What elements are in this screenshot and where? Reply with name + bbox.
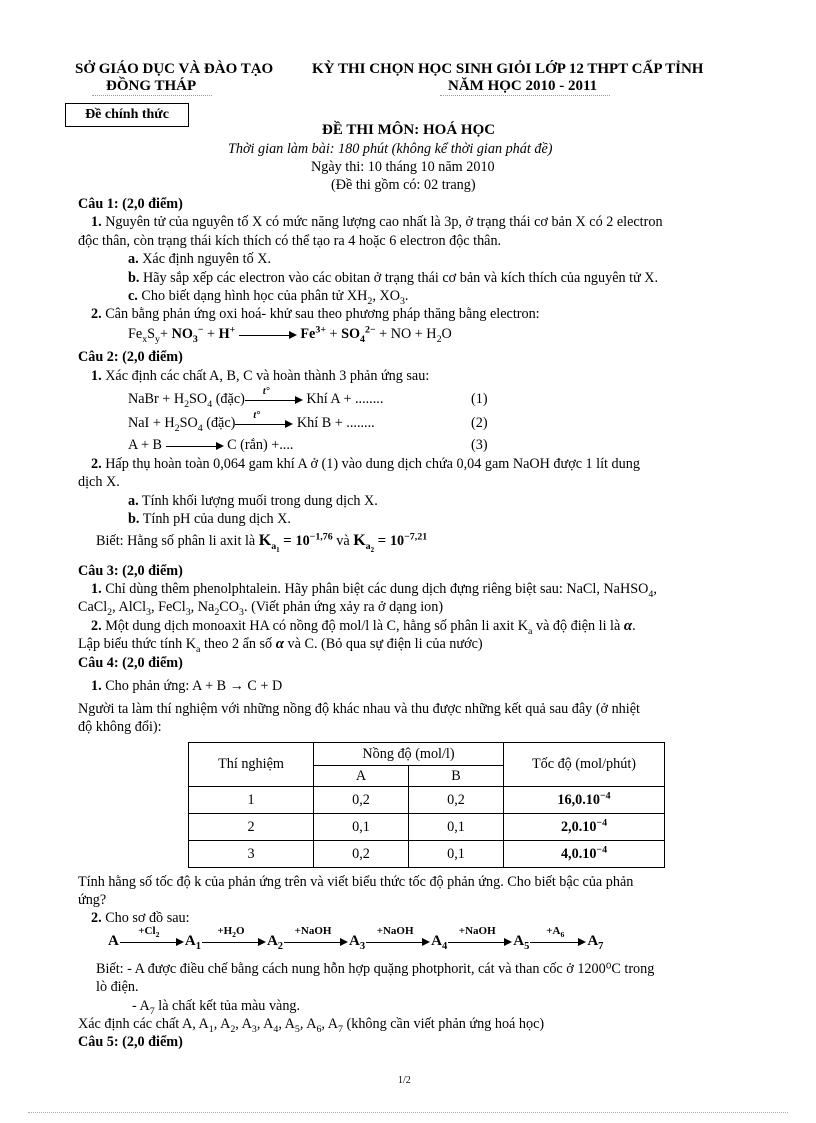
page-number: 1/2 [398, 1075, 411, 1086]
q4-ask: Xác định các chất A, $A_1$, $A_2$, $A_3$, $A_4$, $A_5$, $A_6$, $A_7$ (không cần viết phản ứng hoá học) [78, 1016, 545, 1035]
province-name: ĐỒNG THÁP [106, 78, 197, 94]
header-concentration: Nồng độ (mol/l) [314, 743, 504, 766]
q2-reaction-1: NaBr + $H_2SO_4$ (đặc) t° Khí A + ........ [128, 385, 384, 410]
reaction-arrow [239, 330, 297, 340]
dept-name: SỞ GIÁO DỤC VÀ ĐÀO TẠO [75, 61, 274, 77]
q2-part2-line2: dịch X. [78, 474, 120, 490]
question-1-heading: Câu 1: (2,0 điểm) [78, 196, 183, 212]
q4-intro-line2: độ không đổi): [78, 719, 162, 735]
table-row [189, 787, 665, 814]
reaction-number-3: (3) [471, 437, 488, 453]
cell-a: 0,2 [314, 841, 409, 868]
experiment-table [188, 742, 665, 868]
q1-item-b: b. Hãy sắp xếp các electron vào các obitan ở trạng thái cơ bản và kích thích của nguyên tử X. [128, 270, 659, 286]
header-a: A [314, 766, 409, 787]
q4-note2: - $A_7$ là chất kết tủa màu vàng. [132, 998, 301, 1017]
q4-note1-line1: Biết: - A được điều chế bằng cách nung hỗn hợp quặng photphorit, cát và than cốc ở 1200⁰C trong [96, 961, 655, 977]
cell-experiment: 2 [189, 814, 314, 841]
exam-name: KỲ THI CHỌN HỌC SINH GIỎI LỚP 12 THPT CẤP TỈNH [312, 61, 704, 77]
table-row [189, 841, 665, 868]
table-row [189, 814, 665, 841]
q1-item-a: a. Xác định nguyên tố X. [128, 251, 272, 267]
reaction-number-2: (2) [471, 415, 488, 431]
q2-given-constants: Biết: Hằng số phân li axit là $K_{a_1} = 10^{-1,76}$ và $K_{a_2} = 10^{-7,21}$ [96, 531, 428, 554]
heat-arrow: t° [235, 419, 293, 429]
chain-arrow: $+A_6$ [530, 936, 586, 948]
cell-experiment: 1 [189, 787, 314, 814]
divider [440, 95, 610, 96]
page-bottom-divider [28, 1112, 788, 1113]
q3-part1-line1: 1. Chỉ dùng thêm phenolphtalein. Hãy phân biệt các dung dịch đựng riêng biệt sau: NaCl, NaHSO$_4$, [91, 581, 657, 600]
q3-part1-line2: CaCl$_2$, AlCl$_3$, FeCl$_3$, $Na_2CO_3$. (Viết phản ứng xảy ra ở dạng ion) [78, 599, 444, 618]
chain-arrow: $+H_2O$ [202, 936, 266, 948]
exam-duration: Thời gian làm bài: 180 phút (không kể thời gian phát đề) [228, 141, 553, 157]
official-label: Đề chính thức [65, 103, 189, 127]
q2-reaction-3: A + B C (rắn) +.... [128, 437, 294, 453]
page-count: (Đề thi gồm có: 02 trang) [331, 177, 476, 193]
q1-redox-equation: $Fe_xS_y+ NO_3^- + H^+$ $Fe^{3+} + SO_4^{2-}$ + NO + $H_2O$ [128, 324, 452, 345]
cell-b: 0,1 [409, 841, 504, 868]
cell-rate: $4,0.10^{-4}$ [504, 841, 665, 868]
q4-after-line1: Tính hằng số tốc độ k của phản ứng trên và viết biểu thức tốc độ phản ứng. Cho biết bậc của phản [78, 874, 634, 890]
header-experiment: Thí nghiệm [189, 743, 314, 787]
reaction-chain: A $+Cl_2$ $A_1$ $+H_2O$ $A_2$ +NaOH $A_3$ +NaOH $A_4$ +NaOH $A_5$ $+A_6$ $A_7$ [108, 924, 604, 952]
cell-b: 0,1 [409, 814, 504, 841]
question-3-heading: Câu 3: (2,0 điểm) [78, 563, 183, 579]
q2-reaction-2: NaI + $H_2SO_4$ (đặc) t° Khí B + ........ [128, 409, 375, 434]
q2-item-a: a. Tính khối lượng muối trong dung dịch X. [128, 493, 378, 509]
cell-rate: $2,0.10^{-4}$ [504, 814, 665, 841]
cell-experiment: 3 [189, 841, 314, 868]
q4-part1: 1. Cho phản ứng: A + B → C + D [91, 678, 283, 694]
q2-part1: 1. Xác định các chất A, B, C và hoàn thành 3 phản ứng sau: [91, 368, 430, 384]
cell-b: 0,2 [409, 787, 504, 814]
heat-arrow: t° [245, 395, 303, 405]
question-5-heading: Câu 5: (2,0 điểm) [78, 1034, 183, 1050]
reaction-arrow [166, 441, 224, 451]
q1-part1-line1: 1. Nguyên tử của nguyên tố X có mức năng lượng cao nhất là 3p, ở trạng thái cơ bản X có 2 electron [91, 214, 663, 230]
cell-a: 0,1 [314, 814, 409, 841]
q3-part2-line1: 2. Một dung dịch monoaxit HA có nồng độ mol/l là C, hằng số phân li axit $K_a$ và độ điện li là α. [91, 618, 636, 637]
question-4-heading: Câu 4: (2,0 điểm) [78, 655, 183, 671]
header-rate: Tốc độ (mol/phút) [504, 743, 665, 787]
header-b: B [409, 766, 504, 787]
q1-part1-line2: độc thân, còn trạng thái kích thích có thể tạo ra 4 hoặc 6 electron độc thân. [78, 233, 502, 249]
q4-intro-line1: Người ta làm thí nghiệm với những nồng độ khác nhau và thu được những kết quả sau đây (ở nhiệt [78, 701, 640, 717]
chain-arrow: +NaOH [448, 936, 512, 948]
divider [92, 95, 212, 96]
school-year: NĂM HỌC 2010 - 2011 [448, 78, 598, 94]
q4-part2: 2. Cho sơ đồ sau: [91, 910, 190, 926]
q3-part2-line2: Lập biểu thức tính $K_a$ theo 2 ẩn số α và C. (Bỏ qua sự điện li của nước) [78, 636, 483, 655]
q1-item-c: c. Cho biết dạng hình học của phân tử $XH_2$, $XO_3$. [128, 288, 409, 307]
question-2-heading: Câu 2: (2,0 điểm) [78, 349, 183, 365]
exam-date: Ngày thi: 10 tháng 10 năm 2010 [311, 159, 495, 175]
chain-arrow: +NaOH [284, 936, 348, 948]
q2-part2-line1: 2. Hấp thụ hoàn toàn 0,064 gam khí A ở (1) vào dung dịch chứa 0,04 gam NaOH được 1 lít dung [91, 456, 640, 472]
q2-item-b: b. Tính pH của dung dịch X. [128, 511, 291, 527]
q4-after-line2: ứng? [78, 892, 107, 908]
reaction-number-1: (1) [471, 391, 488, 407]
q4-note1-line2: lò điện. [96, 979, 139, 995]
page-title: ĐỀ THI MÔN: HOÁ HỌC [322, 122, 496, 138]
chain-arrow: +NaOH [366, 936, 430, 948]
cell-rate: $16,0.10^{-4}$ [504, 787, 665, 814]
chain-arrow: $+Cl_2$ [120, 936, 184, 948]
cell-a: 0,2 [314, 787, 409, 814]
q1-part2: 2. Cân bằng phản ứng oxi hoá- khử sau theo phương pháp thăng bằng electron: [91, 306, 540, 322]
